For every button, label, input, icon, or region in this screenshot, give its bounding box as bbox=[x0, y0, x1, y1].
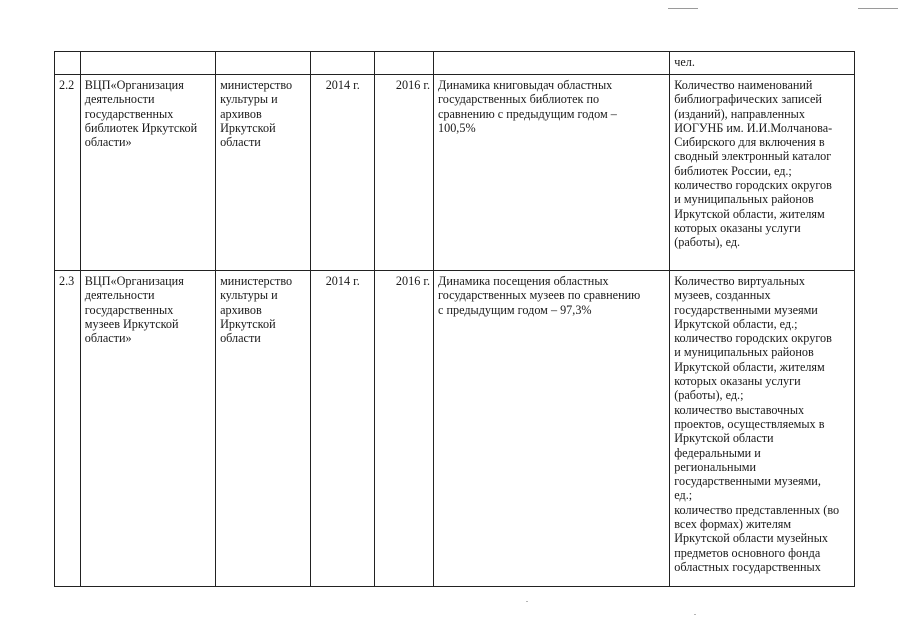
cell-year-end bbox=[374, 52, 433, 75]
cell-executor: министерство культуры и архивов Иркутской области bbox=[216, 75, 310, 271]
scan-artifact-line bbox=[668, 8, 698, 9]
cell-year-end: 2016 г. bbox=[374, 271, 433, 587]
cell-num: 2.3 bbox=[55, 271, 81, 587]
cell-goal-indicators: Количество наименований библиографических записей (изданий), направленных ИОГУНБ им. И.И.Молчанова- Сибирского для включения в сводный электронный каталог библиотек России, ед.; количество городских округов и муниципальных районов Иркутской области, жителям которых оказаны услуги (работы), ед. bbox=[670, 75, 855, 271]
cell-indicator: Динамика книговыдач областных государственных библиотек по сравнению с предыдущим годом – 100,5% bbox=[434, 75, 670, 271]
scan-artifact-dot bbox=[526, 601, 528, 602]
cell-year-end: 2016 г. bbox=[374, 75, 433, 271]
cell-executor bbox=[216, 52, 310, 75]
cell-program: ВЦП«Организация деятельности государственных музеев Иркутской области» bbox=[80, 271, 215, 587]
scan-artifact-line bbox=[858, 8, 898, 9]
cell-indicator bbox=[434, 52, 670, 75]
cell-goal-indicators: Количество виртуальных музеев, созданных государственными музеями Иркутской области, ед.; количество городских округов и муниципальных районов Иркутской области, жителям которых оказаны услуги (работы), ед.; количество выставочных проектов, осуществляемых в Иркутской области федеральными и региональными государственными музеями, ед.; количество представленных (во всех формах) жителям Иркутской области музейных предметов основного фонда областных государственных bbox=[670, 271, 855, 587]
program-table bbox=[54, 51, 855, 587]
cell-executor: министерство культуры и архивов Иркутской области bbox=[216, 271, 310, 587]
table-row bbox=[55, 75, 855, 271]
cell-num: 2.2 bbox=[55, 75, 81, 271]
cell-program: ВЦП«Организация деятельности государственных библиотек Иркутской области» bbox=[80, 75, 215, 271]
cell-num bbox=[55, 52, 81, 75]
table-row-continuation bbox=[55, 52, 855, 75]
cell-year-start: 2014 г. bbox=[310, 271, 374, 587]
cell-indicator: Динамика посещения областных государственных музеев по сравнению с предыдущим годом – 97,3% bbox=[434, 271, 670, 587]
cell-program bbox=[80, 52, 215, 75]
table-row bbox=[55, 271, 855, 587]
cell-goal-indicators: чел. bbox=[670, 52, 855, 75]
cell-year-start: 2014 г. bbox=[310, 75, 374, 271]
scan-artifact-dot bbox=[694, 614, 696, 615]
cell-year-start bbox=[310, 52, 374, 75]
